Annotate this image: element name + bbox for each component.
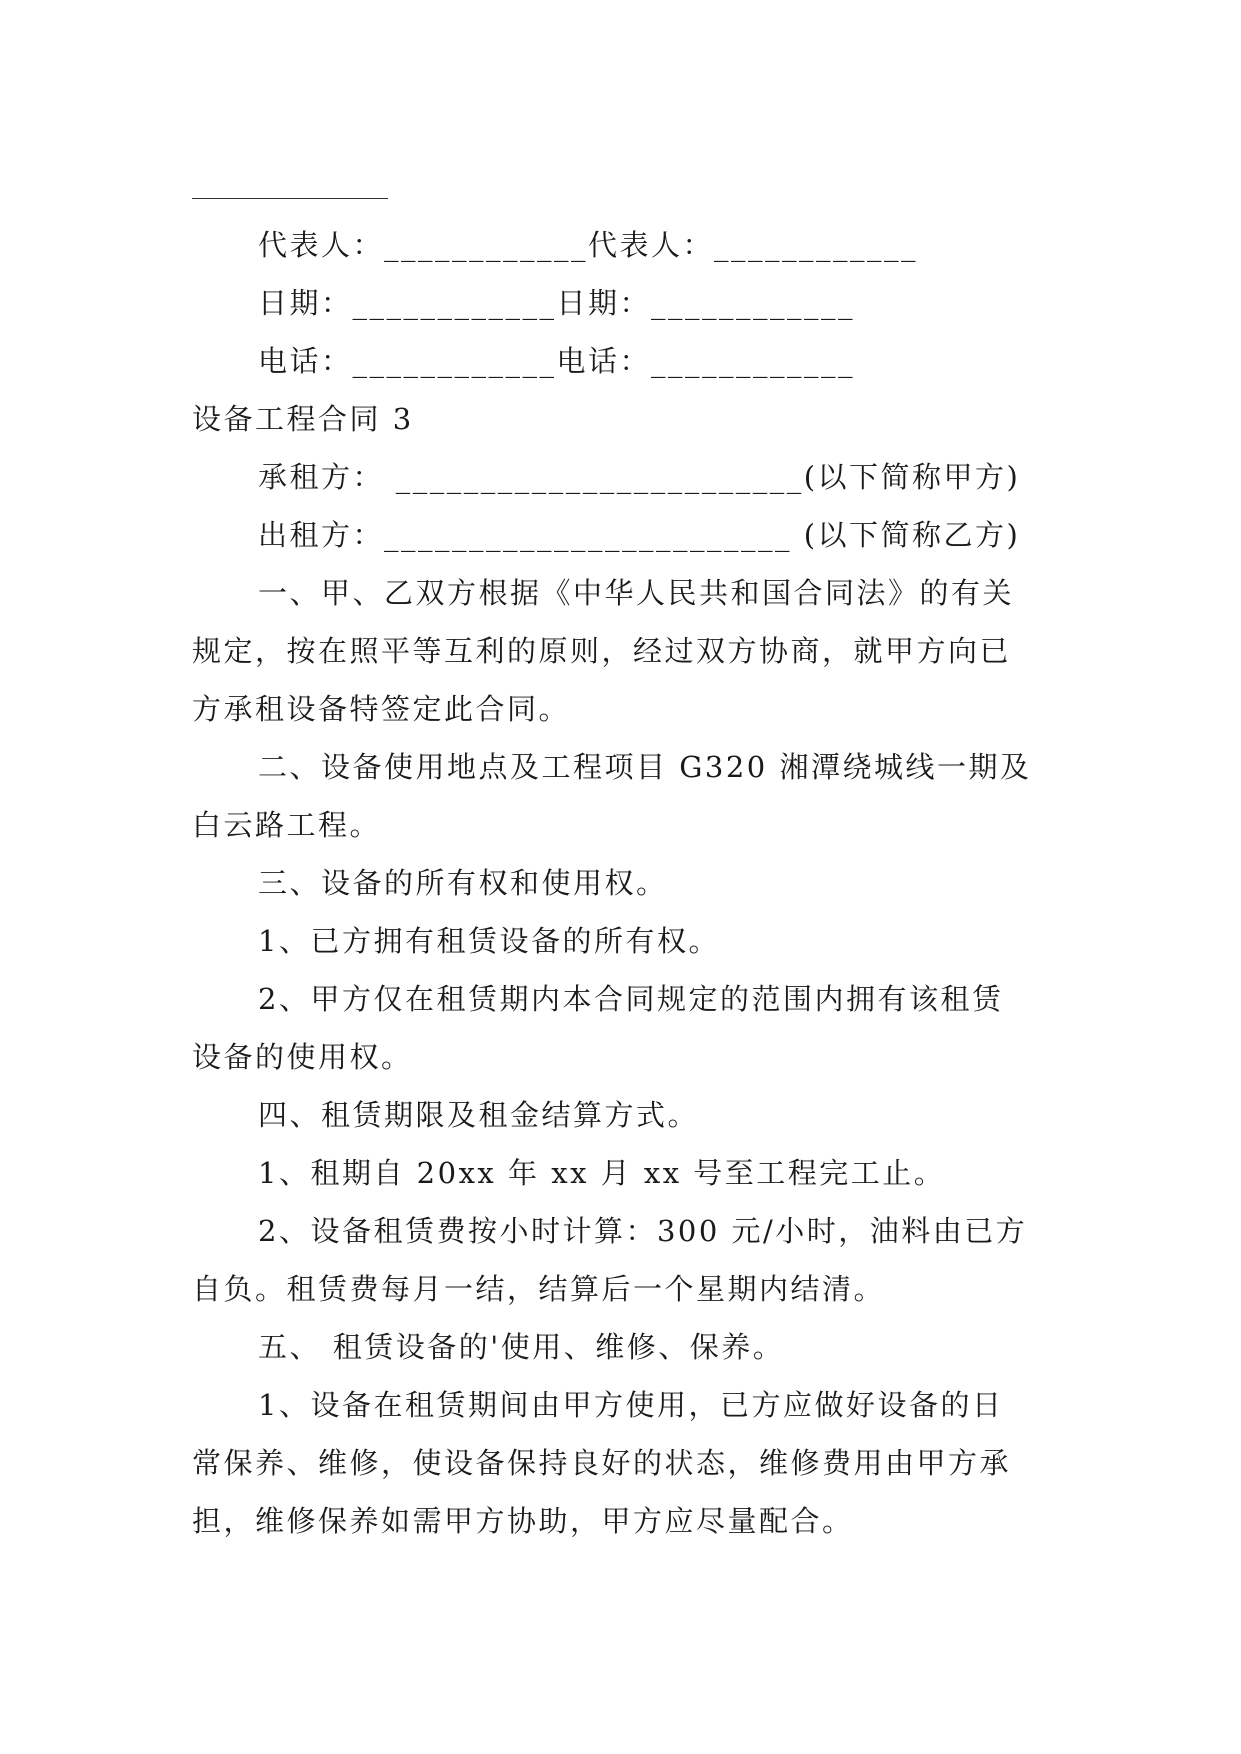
clause-5-item-1-line-3: 担，维修保养如需甲方协助，甲方应尽量配合。 (192, 1504, 854, 1538)
section-title: 设备工程合同 3 (192, 402, 414, 436)
phone-line: 电话：____________电话：____________ (258, 344, 856, 378)
clause-2-line-2: 白云路工程。 (192, 808, 382, 842)
representative-line: 代表人：____________代表人：____________ (258, 228, 919, 262)
clause-3-item-1: 1、已方拥有租赁设备的所有权。 (258, 924, 720, 958)
clause-3-heading: 三、设备的所有权和使用权。 (258, 866, 668, 900)
clause-4-item-2-line-2: 自负。租赁费每月一结，结算后一个星期内结清。 (192, 1272, 886, 1306)
clause-5-item-1-line-1: 1、设备在租赁期间由甲方使用，已方应做好设备的日 (258, 1388, 1004, 1422)
signature-blank-line (192, 198, 388, 199)
clause-2-line-1: 二、设备使用地点及工程项目 G320 湘潭绕城线一期及 (258, 750, 1032, 784)
lessor-line: 出租方：________________________ (以下简称乙方) (258, 518, 1021, 552)
date-line: 日期：____________日期：____________ (258, 286, 856, 320)
clause-4-item-2-line-1: 2、设备租赁费按小时计算：300 元/小时，油料由已方 (258, 1214, 1028, 1248)
lessee-line: 承租方： ________________________(以下简称甲方) (258, 460, 1021, 494)
clause-4-heading: 四、租赁期限及租金结算方式。 (258, 1098, 700, 1132)
clause-1-line-1: 一、甲、乙双方根据《中华人民共和国合同法》的有关 (258, 576, 1015, 610)
clause-5-heading: 五、 租赁设备的'使用、维修、保养。 (258, 1330, 785, 1364)
clause-5-item-1-line-2: 常保养、维修，使设备保持良好的状态，维修费用由甲方承 (192, 1446, 1012, 1480)
clause-1-line-2: 规定，按在照平等互利的原则，经过双方协商，就甲方向已 (192, 634, 1012, 668)
clause-3-item-2-line-2: 设备的使用权。 (192, 1040, 413, 1074)
clause-1-line-3: 方承租设备特签定此合同。 (192, 692, 571, 726)
clause-3-item-2-line-1: 2、甲方仅在租赁期内本合同规定的范围内拥有该租赁 (258, 982, 1004, 1016)
clause-4-item-1: 1、租期自 20xx 年 xx 月 xx 号至工程完工止。 (258, 1156, 946, 1190)
